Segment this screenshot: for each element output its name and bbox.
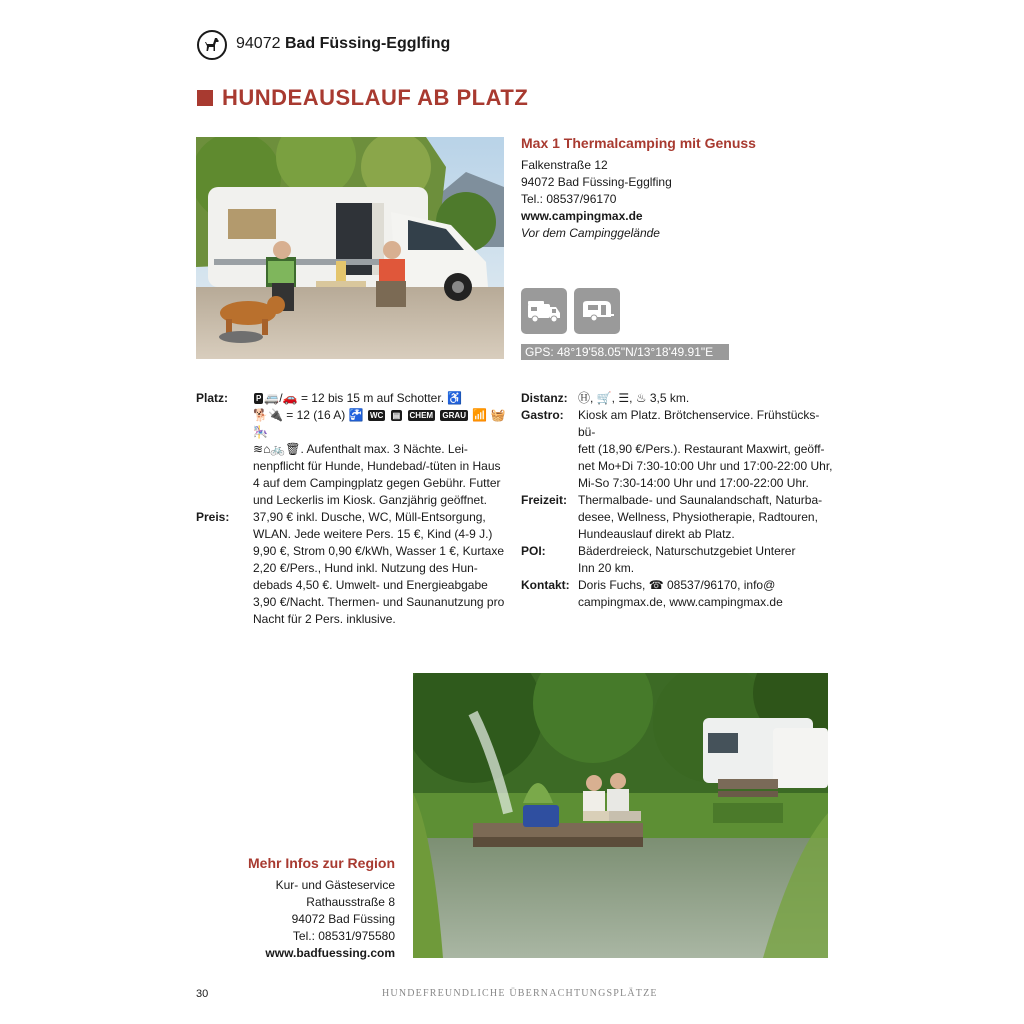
pool-icon: ≋ <box>253 442 264 456</box>
address-city: 94072 Bad Füssing-Egglfing <box>521 175 672 189</box>
preis-line: debads 4,50 €. Umwelt- und Energieabgabe <box>253 578 488 592</box>
kontakt-label: Kontakt: <box>521 578 570 592</box>
gastro-line: Kiosk am Platz. Brötchenservice. Frühstücks-bü- <box>578 408 820 439</box>
platz-line-3: . Aufenthalt max. 3 Nächte. Lei- <box>300 442 468 456</box>
region-line: Tel.: 08531/975580 <box>292 929 395 943</box>
chem-icon: CHEM <box>409 411 434 420</box>
motorhome-icon <box>521 288 567 334</box>
region-line: Kur- und Gästeservice <box>275 878 395 892</box>
wc-icon: WC <box>369 411 384 420</box>
page-number: 30 <box>196 988 209 1000</box>
freizeit-line: Thermalbade- und Saunalandschaft, Naturba- <box>578 493 823 507</box>
gastro-line: fett (18,90 €/Pers.). Restaurant Maxwirt, geöff- <box>578 442 825 456</box>
poi-line: Bäderdreieck, Naturschutzgebiet Unterer <box>578 544 796 558</box>
section-title: HUNDEAUSLAUF AB PLATZ <box>222 85 529 110</box>
address-street: Falkenstraße 12 <box>521 158 608 172</box>
kontakt-phone: 08537/96170, info@ <box>667 578 776 592</box>
preis-line: 3,90 €/Nacht. Thermen- und Saunanutzung pro <box>253 595 505 609</box>
preis-row <box>196 509 506 628</box>
water-tap-icon: 🚰 <box>348 408 364 422</box>
address-phone: Tel.: 08537/96170 <box>521 192 617 206</box>
kontakt-row <box>521 577 833 611</box>
playground-icon: 🎠 <box>253 425 268 439</box>
platz-line-2: = 12 (16 A) <box>286 408 346 422</box>
location-note: Vor dem Campinggelände <box>521 226 660 240</box>
poi-label: POI: <box>521 544 546 558</box>
photo-pond <box>413 673 828 958</box>
bin-icon: 🗑 <box>285 442 301 456</box>
poi-row <box>521 543 833 577</box>
shopping-cart-icon: 🛒 <box>596 391 612 405</box>
platz-line-1: = 12 bis 15 m auf Schotter. <box>300 391 445 405</box>
platz-line-6: und Leckerlis im Kiosk. Ganzjährig geöffnet. <box>253 493 487 507</box>
gastro-line: Mi-So 7:30-14:00 Uhr und 17:00-22:00 Uhr. <box>578 476 809 490</box>
power-plug-icon: 🔌 <box>267 408 283 422</box>
distanz-text: 3,5 km. <box>649 391 690 405</box>
freizeit-line: desee, Wellness, Physiotherapie, Radtouren, <box>578 510 818 524</box>
campsite-website-link[interactable]: www.campingmax.de <box>521 209 643 223</box>
platz-label: Platz: <box>196 391 229 405</box>
freizeit-label: Freizeit: <box>521 493 568 507</box>
photo-motorhome <box>196 137 504 359</box>
region-line: 94072 Bad Füssing <box>291 912 395 926</box>
gps-coordinates: GPS: 48°19'58.05"N/13°18'49.91"E <box>521 344 729 360</box>
region-line: Rathausstraße 8 <box>306 895 395 909</box>
dog-small-icon: 🐕 <box>253 408 268 422</box>
dog-icon <box>197 30 227 60</box>
caravan-icon <box>574 288 620 334</box>
platz-line-5: 4 auf dem Campingplatz gegen Gebühr. Futter <box>253 476 501 490</box>
motorhome-small-icon: 🚐 <box>264 391 280 405</box>
page-header <box>236 35 450 53</box>
grey-water-icon: GRAU <box>442 411 466 420</box>
running-footer: HUNDEFREUNDLICHE ÜBERNACHTUNGSPLÄTZE <box>382 988 658 999</box>
laundry-icon: 🧺 <box>490 408 506 422</box>
wifi-icon: 📶 <box>472 408 488 422</box>
gastro-label: Gastro: <box>521 408 564 422</box>
train-icon: ☰ <box>618 391 630 405</box>
section-marker <box>197 90 213 106</box>
preis-line: 2,20 €/Pers., Hund inkl. Nutzung des Hun- <box>253 561 478 575</box>
platz-row: Platz: P 🚐/🚗 = 12 bis 15 m auf Schotter. ♿ 🐕🔌 = 12 (16 A) 🚰 WC ▤ CHEM GRAU 📶 🧺 🎠 ≋⌂🚲🗑. Aufenthalt max. 3 Nächte. Lei- nenpflicht für Hunde, Hundebad/-tüten in Haus 4 auf dem Campingplatz gegen Gebühr. Futter und Leckerlis im Kiosk. Ganzjährig geöffnet. <box>196 391 506 507</box>
platz-line-4: nenpflicht für Hunde, Hundebad/-tüten in Haus <box>253 459 501 473</box>
gastro-line: net Mo+Di 7:30-10:00 Uhr und 17:00-22:00 Uhr, <box>578 459 833 473</box>
kontakt-line-2: campingmax.de, www.campingmax.de <box>578 595 783 609</box>
details-left <box>196 390 506 628</box>
poi-line: Inn 20 km. <box>578 561 635 575</box>
preis-line: 37,90 € inkl. Dusche, WC, Müll-Entsorgung, <box>253 510 486 524</box>
gastro-row <box>521 407 833 492</box>
details-right <box>521 390 833 611</box>
freizeit-line: Hundeauslauf direkt ab Platz. <box>578 527 735 541</box>
header-zip: 94072 <box>236 35 281 52</box>
distanz-label: Distanz: <box>521 391 568 405</box>
kontakt-person: Doris Fuchs, <box>578 578 646 592</box>
region-info <box>265 877 395 962</box>
indoor-pool-icon: ⌂ <box>263 442 271 456</box>
shower-icon: ▤ <box>392 411 401 420</box>
bus-stop-icon: Ⓗ <box>578 391 591 405</box>
distanz-row: Distanz: Ⓗ, 🛒, ☰, ♨ 3,5 km. <box>521 391 690 405</box>
campsite-name: Max 1 Thermalcamping mit Genuss <box>521 135 756 151</box>
parking-icon: P <box>256 394 262 403</box>
preis-label: Preis: <box>196 510 230 524</box>
preis-line: 9,90 €, Strom 0,90 €/kWh, Wasser 1 €, Kurtaxe <box>253 544 504 558</box>
car-caravan-icon: 🚗 <box>282 391 298 405</box>
campsite-address <box>521 157 672 242</box>
header-town: Bad Füssing-Egglfing <box>284 35 451 52</box>
phone-icon: ☎ <box>648 578 664 592</box>
region-info-title: Mehr Infos zur Region <box>248 855 395 871</box>
region-website-link[interactable]: www.badfuessing.com <box>265 946 395 960</box>
freizeit-row <box>521 492 833 543</box>
preis-line: WLAN. Jede weitere Pers. 15 €, Kind (4-9 J.) <box>253 527 493 541</box>
spa-icon: ♨ <box>635 391 647 405</box>
wheelchair-icon: ♿ <box>447 391 463 405</box>
preis-line: Nacht für 2 Pers. inklusive. <box>253 612 396 626</box>
bicycle-icon: 🚲 <box>270 442 286 456</box>
